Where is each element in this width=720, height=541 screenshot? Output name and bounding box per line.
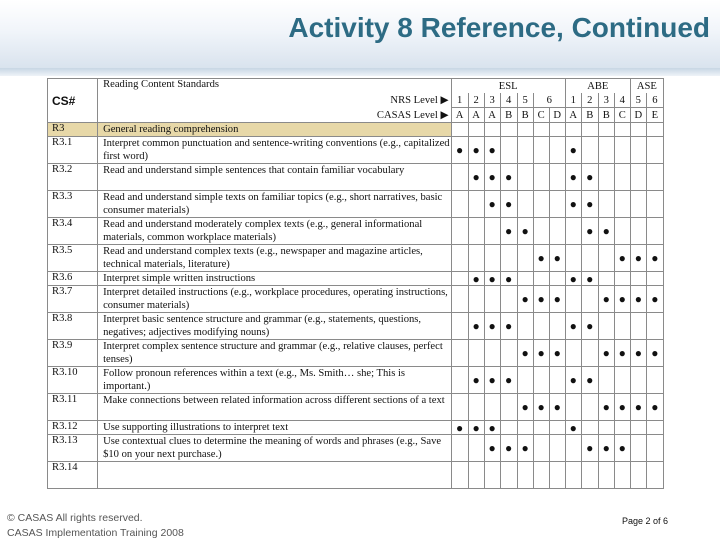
level-cell: [598, 191, 614, 218]
level-cell: [598, 245, 614, 272]
standard-row: [48, 137, 664, 164]
level-cell: [614, 191, 630, 218]
level-dot: ●: [468, 367, 484, 394]
level-dot: ●: [646, 245, 663, 272]
nrs-level-cell: 2: [581, 93, 598, 108]
standard-description: Interpret simple written instructions: [98, 272, 452, 286]
level-cell: [598, 123, 614, 137]
level-dot: ●: [500, 191, 517, 218]
level-cell: [484, 286, 500, 313]
content-standards-header: Reading Content Standards: [98, 79, 452, 94]
standard-row: [48, 191, 664, 218]
casas-level-cell: D: [549, 108, 565, 123]
standard-description: Read and understand simple sentences that contain familiar vocabulary: [98, 164, 452, 191]
casas-level-cell: A: [565, 108, 581, 123]
training-text: CASAS Implementation Training 2008: [7, 527, 184, 539]
standard-row: [48, 462, 664, 489]
standard-code: R3.10: [48, 367, 98, 394]
level-dot: ●: [581, 435, 598, 462]
level-cell: [646, 367, 663, 394]
casas-level-cell: A: [468, 108, 484, 123]
level-cell: [630, 123, 646, 137]
level-cell: [451, 191, 468, 218]
level-cell: [646, 191, 663, 218]
level-dot: ●: [565, 367, 581, 394]
standard-description: Interpret basic sentence structure and grammar (e.g., statements, questions, negatives; adjectives modifying nouns): [98, 313, 452, 340]
level-dot: ●: [565, 137, 581, 164]
level-cell: [630, 367, 646, 394]
level-dot: ●: [614, 286, 630, 313]
level-cell: [500, 462, 517, 489]
level-cell: [468, 123, 484, 137]
level-cell: [533, 164, 549, 191]
level-dot: ●: [468, 313, 484, 340]
standard-description: Read and understand simple texts on familiar topics (e.g., short narratives, basic consumer materials): [98, 191, 452, 218]
level-cell: [549, 367, 565, 394]
level-cell: [630, 272, 646, 286]
level-cell: [533, 313, 549, 340]
level-cell: [565, 245, 581, 272]
standard-row: [48, 245, 664, 272]
level-cell: [565, 462, 581, 489]
level-cell: [614, 218, 630, 245]
level-dot: ●: [646, 286, 663, 313]
level-dot: ●: [565, 313, 581, 340]
level-cell: [549, 218, 565, 245]
level-cell: [565, 394, 581, 421]
level-cell: [565, 218, 581, 245]
level-dot: ●: [581, 218, 598, 245]
level-cell: [517, 421, 533, 435]
level-cell: [598, 313, 614, 340]
level-dot: ●: [484, 272, 500, 286]
level-cell: [565, 123, 581, 137]
standard-description: Use contextual clues to determine the meaning of words and phrases (e.g., Save $10 on your next purchase.): [98, 435, 452, 462]
level-cell: [500, 245, 517, 272]
nrs-level-cell: 3: [484, 93, 500, 108]
level-cell: [565, 435, 581, 462]
level-cell: [517, 191, 533, 218]
level-cell: [598, 137, 614, 164]
nrs-level-cell: 1: [565, 93, 581, 108]
group-esl: ESL: [451, 79, 565, 94]
standard-row: [48, 164, 664, 191]
level-dot: ●: [581, 164, 598, 191]
level-dot: ●: [533, 245, 549, 272]
level-dot: ●: [646, 340, 663, 367]
standard-row: [48, 435, 664, 462]
casas-level-cell: E: [646, 108, 663, 123]
level-cell: [517, 367, 533, 394]
standard-description: Follow pronoun references within a text (e.g., Ms. Smith… she; This is important.): [98, 367, 452, 394]
level-dot: ●: [484, 164, 500, 191]
standard-description: [98, 462, 452, 489]
nrs-level-cell: 2: [468, 93, 484, 108]
standard-description: Read and understand complex texts (e.g., newspaper and magazine articles, technical materials, literature): [98, 245, 452, 272]
level-cell: [581, 123, 598, 137]
level-cell: [614, 421, 630, 435]
level-cell: [517, 137, 533, 164]
level-dot: ●: [533, 286, 549, 313]
level-cell: [646, 421, 663, 435]
level-cell: [484, 462, 500, 489]
standard-row: [48, 394, 664, 421]
level-cell: [630, 164, 646, 191]
level-cell: [646, 435, 663, 462]
standards-grid: [47, 78, 664, 489]
level-cell: [630, 137, 646, 164]
standard-description: Interpret detailed instructions (e.g., workplace procedures, operating instructions, consumer materials): [98, 286, 452, 313]
level-cell: [468, 462, 484, 489]
level-cell: [500, 137, 517, 164]
level-cell: [517, 272, 533, 286]
level-cell: [549, 421, 565, 435]
level-cell: [549, 462, 565, 489]
level-cell: [614, 137, 630, 164]
level-dot: ●: [500, 313, 517, 340]
level-dot: ●: [517, 286, 533, 313]
level-cell: [451, 164, 468, 191]
level-cell: [500, 286, 517, 313]
level-cell: [484, 340, 500, 367]
casas-level-cell: B: [598, 108, 614, 123]
level-cell: [646, 462, 663, 489]
casas-level-cell: B: [581, 108, 598, 123]
page-number: Page 2 of 6: [622, 516, 669, 526]
level-dot: ●: [598, 394, 614, 421]
nrs-level-label: NRS Level ▶: [98, 93, 452, 108]
level-cell: [581, 340, 598, 367]
standard-row: [48, 340, 664, 367]
level-cell: [484, 218, 500, 245]
standard-code: R3.11: [48, 394, 98, 421]
level-dot: ●: [468, 164, 484, 191]
standard-description: Interpret complex sentence structure and grammar (e.g., relative clauses, perfect tenses): [98, 340, 452, 367]
standard-row: [48, 286, 664, 313]
level-cell: [517, 164, 533, 191]
level-cell: [451, 435, 468, 462]
level-dot: ●: [565, 272, 581, 286]
standard-code: R3.6: [48, 272, 98, 286]
level-dot: ●: [598, 435, 614, 462]
level-dot: ●: [549, 286, 565, 313]
level-cell: [565, 286, 581, 313]
cs-header: CS#: [48, 79, 98, 123]
level-cell: [533, 462, 549, 489]
standard-description: Use supporting illustrations to interpret text: [98, 421, 452, 435]
level-cell: [451, 123, 468, 137]
level-dot: ●: [614, 245, 630, 272]
level-dot: ●: [500, 164, 517, 191]
standard-description: General reading comprehension: [98, 123, 452, 137]
level-cell: [549, 313, 565, 340]
standard-row: [48, 123, 664, 137]
level-dot: ●: [468, 137, 484, 164]
level-cell: [517, 313, 533, 340]
level-cell: [468, 218, 484, 245]
level-dot: ●: [451, 137, 468, 164]
standard-code: R3: [48, 123, 98, 137]
standard-code: R3.5: [48, 245, 98, 272]
standard-description: Make connections between related information across different sections of a text: [98, 394, 452, 421]
casas-level-cell: C: [614, 108, 630, 123]
level-cell: [630, 313, 646, 340]
level-cell: [500, 123, 517, 137]
level-cell: [614, 313, 630, 340]
nrs-level-cell: 6: [646, 93, 663, 108]
level-dot: ●: [517, 394, 533, 421]
nrs-level-cell: 1: [451, 93, 468, 108]
level-cell: [598, 462, 614, 489]
standard-row: [48, 421, 664, 435]
standard-code: R3.2: [48, 164, 98, 191]
level-dot: ●: [614, 340, 630, 367]
reading-standards-table: [47, 78, 664, 502]
standard-code: R3.1: [48, 137, 98, 164]
level-cell: [549, 137, 565, 164]
level-cell: [581, 137, 598, 164]
standard-code: R3.9: [48, 340, 98, 367]
level-cell: [451, 245, 468, 272]
level-cell: [598, 164, 614, 191]
level-dot: ●: [517, 435, 533, 462]
title-divider: [0, 68, 720, 76]
level-dot: ●: [549, 394, 565, 421]
level-dot: ●: [598, 286, 614, 313]
level-cell: [468, 340, 484, 367]
nrs-level-cell: 4: [500, 93, 517, 108]
level-cell: [614, 164, 630, 191]
level-cell: [614, 123, 630, 137]
level-dot: ●: [484, 191, 500, 218]
level-dot: ●: [630, 286, 646, 313]
level-cell: [517, 462, 533, 489]
level-dot: ●: [468, 421, 484, 435]
standard-code: R3.3: [48, 191, 98, 218]
level-dot: ●: [549, 245, 565, 272]
level-cell: [533, 367, 549, 394]
level-cell: [598, 272, 614, 286]
level-cell: [500, 340, 517, 367]
nrs-level-cell: 6: [533, 93, 565, 108]
level-cell: [484, 394, 500, 421]
level-dot: ●: [500, 272, 517, 286]
level-cell: [549, 123, 565, 137]
level-cell: [451, 272, 468, 286]
group-ase: ASE: [630, 79, 663, 94]
level-dot: ●: [565, 191, 581, 218]
level-dot: ●: [517, 340, 533, 367]
group-abe: ABE: [565, 79, 630, 94]
level-cell: [646, 123, 663, 137]
level-dot: ●: [630, 340, 646, 367]
level-cell: [630, 435, 646, 462]
level-dot: ●: [565, 164, 581, 191]
level-cell: [614, 367, 630, 394]
level-dot: ●: [500, 435, 517, 462]
level-cell: [630, 191, 646, 218]
level-cell: [598, 367, 614, 394]
level-cell: [598, 421, 614, 435]
level-cell: [581, 462, 598, 489]
level-cell: [581, 286, 598, 313]
standard-row: [48, 218, 664, 245]
standard-code: R3.7: [48, 286, 98, 313]
level-cell: [549, 191, 565, 218]
slide-title: Activity 8 Reference, Continued: [288, 12, 710, 43]
standard-code: R3.4: [48, 218, 98, 245]
level-dot: ●: [484, 435, 500, 462]
level-cell: [581, 421, 598, 435]
level-cell: [451, 286, 468, 313]
standard-row: [48, 367, 664, 394]
standard-row: [48, 313, 664, 340]
level-dot: ●: [581, 367, 598, 394]
level-cell: [451, 340, 468, 367]
standard-code: R3.14: [48, 462, 98, 489]
level-cell: [549, 272, 565, 286]
level-cell: [533, 218, 549, 245]
level-cell: [451, 218, 468, 245]
level-dot: ●: [614, 394, 630, 421]
level-dot: ●: [565, 421, 581, 435]
level-dot: ●: [581, 272, 598, 286]
level-dot: ●: [614, 435, 630, 462]
nrs-level-cell: 4: [614, 93, 630, 108]
level-cell: [468, 245, 484, 272]
level-cell: [500, 394, 517, 421]
level-cell: [549, 164, 565, 191]
level-dot: ●: [484, 367, 500, 394]
level-dot: ●: [468, 272, 484, 286]
level-cell: [500, 421, 517, 435]
level-cell: [451, 394, 468, 421]
level-dot: ●: [630, 245, 646, 272]
level-dot: ●: [517, 218, 533, 245]
level-cell: [468, 286, 484, 313]
level-dot: ●: [598, 218, 614, 245]
casas-level-cell: B: [517, 108, 533, 123]
standard-code: R3.13: [48, 435, 98, 462]
level-cell: [630, 421, 646, 435]
level-cell: [549, 435, 565, 462]
level-dot: ●: [500, 218, 517, 245]
level-dot: ●: [484, 137, 500, 164]
level-cell: [533, 435, 549, 462]
level-dot: ●: [581, 313, 598, 340]
level-cell: [468, 394, 484, 421]
level-cell: [646, 272, 663, 286]
level-cell: [646, 137, 663, 164]
level-cell: [533, 123, 549, 137]
level-cell: [630, 218, 646, 245]
level-cell: [533, 191, 549, 218]
level-cell: [451, 313, 468, 340]
standard-row: [48, 272, 664, 286]
level-dot: ●: [533, 394, 549, 421]
level-cell: [484, 123, 500, 137]
level-dot: ●: [484, 313, 500, 340]
level-cell: [646, 164, 663, 191]
level-cell: [614, 272, 630, 286]
casas-level-cell: A: [451, 108, 468, 123]
standard-code: R3.8: [48, 313, 98, 340]
level-cell: [646, 313, 663, 340]
level-dot: ●: [549, 340, 565, 367]
level-cell: [581, 245, 598, 272]
level-dot: ●: [484, 421, 500, 435]
standard-code: R3.12: [48, 421, 98, 435]
level-cell: [533, 421, 549, 435]
level-dot: ●: [451, 421, 468, 435]
level-cell: [451, 367, 468, 394]
level-cell: [646, 218, 663, 245]
casas-level-cell: C: [533, 108, 549, 123]
level-cell: [468, 191, 484, 218]
level-cell: [630, 462, 646, 489]
level-dot: ●: [500, 367, 517, 394]
level-cell: [565, 340, 581, 367]
level-cell: [533, 137, 549, 164]
level-cell: [468, 435, 484, 462]
nrs-level-cell: 5: [630, 93, 646, 108]
nrs-level-cell: 3: [598, 93, 614, 108]
copyright-text: © CASAS All rights reserved.: [7, 512, 143, 524]
casas-level-cell: A: [484, 108, 500, 123]
level-dot: ●: [533, 340, 549, 367]
level-cell: [581, 394, 598, 421]
level-cell: [614, 462, 630, 489]
level-dot: ●: [581, 191, 598, 218]
level-cell: [533, 272, 549, 286]
level-cell: [517, 245, 533, 272]
casas-level-cell: B: [500, 108, 517, 123]
casas-level-cell: D: [630, 108, 646, 123]
standard-description: Interpret common punctuation and sentence-writing conventions (e.g., capitalized first word): [98, 137, 452, 164]
level-cell: [517, 123, 533, 137]
casas-level-label: CASAS Level ▶: [98, 108, 452, 123]
level-cell: [484, 245, 500, 272]
nrs-level-cell: 5: [517, 93, 533, 108]
level-dot: ●: [646, 394, 663, 421]
standard-description: Read and understand moderately complex texts (e.g., general informational materials, common workplace materials): [98, 218, 452, 245]
level-cell: [451, 462, 468, 489]
level-dot: ●: [598, 340, 614, 367]
level-dot: ●: [630, 394, 646, 421]
footer: [7, 511, 184, 541]
